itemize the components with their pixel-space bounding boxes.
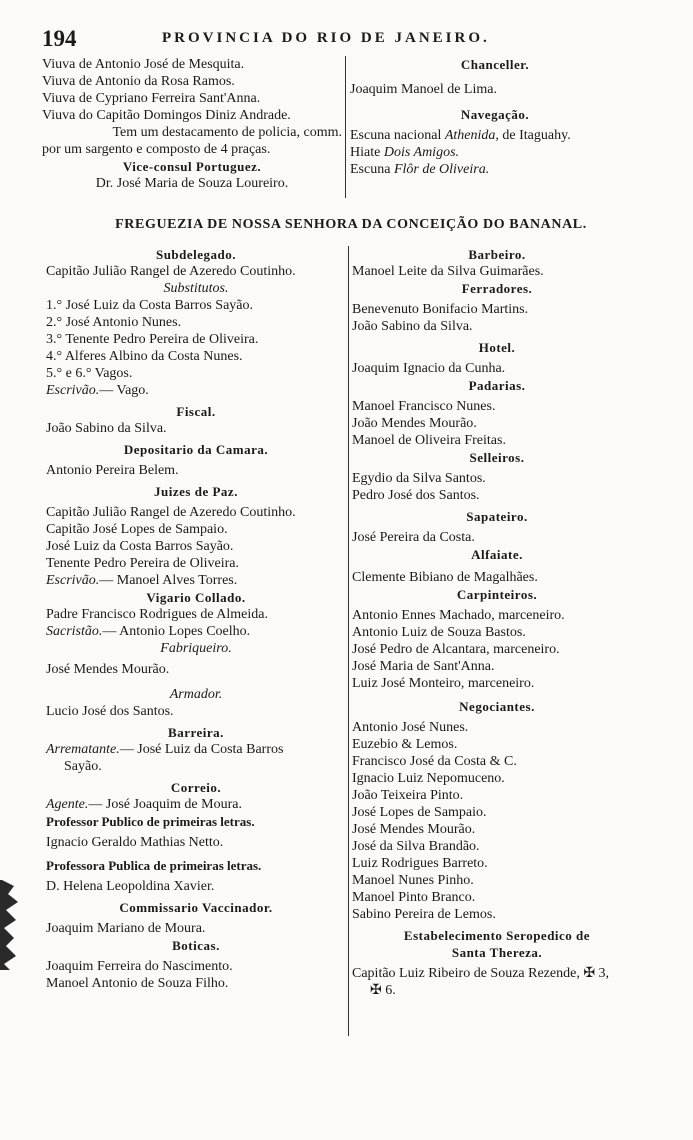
- list-item: Antonio Luiz de Souza Bastos.: [352, 625, 526, 640]
- arrematante-line: Arrematante.— José Luiz da Costa Barros: [46, 742, 284, 757]
- estabelecimento-owner: Capitão Luiz Ribeiro de Souza Rezende, ✠ 3,: [352, 966, 610, 981]
- juizes-escrivao-line: Escrivão.— Manoel Alves Torres.: [46, 573, 238, 588]
- list-item: José Luiz da Costa Barros Sayão.: [46, 539, 234, 554]
- hotel-name: Joaquim Ignacio da Cunha.: [352, 361, 506, 376]
- substitutos-heading: Substitutos.: [163, 281, 229, 296]
- list-item: Manoel Francisco Nunes.: [352, 399, 496, 414]
- vessel-escuna-nacional: Escuna nacional Athenida, de Itaguahy.: [350, 128, 571, 143]
- fiscal-name: João Sabino da Silva.: [46, 421, 167, 436]
- list-item: Tenente Pedro Pereira de Oliveira.: [46, 556, 239, 571]
- list-item: Sabino Pereira de Lemos.: [352, 907, 496, 922]
- running-title: PROVINCIA DO RIO DE JANEIRO.: [162, 30, 490, 46]
- subdelegado-name: Capitão Julião Rangel de Azeredo Coutinho.: [46, 264, 296, 279]
- sapateiro-heading: Sapateiro.: [466, 509, 528, 524]
- list-item: Egydio da Silva Santos.: [352, 471, 486, 486]
- hotel-heading: Hotel.: [478, 340, 516, 355]
- list-item: 3.° Tenente Pedro Pereira de Oliveira.: [46, 332, 259, 347]
- binding-edge-decoration: [0, 880, 26, 970]
- estabelecimento-heading-1: Estabelecimento Seropedico de: [403, 928, 591, 943]
- vigario-heading: Vigario Collado.: [146, 590, 246, 605]
- list-item: José da Silva Brandão.: [352, 839, 480, 854]
- professor-heading: Professor Publico de primeiras letras.: [46, 814, 255, 829]
- depositario-name: Antonio Pereira Belem.: [46, 463, 179, 478]
- boticas-heading: Boticas.: [172, 938, 220, 953]
- column-divider-top: [345, 56, 346, 198]
- list-item: José Mendes Mourão.: [352, 822, 476, 837]
- list-item: Pedro José dos Santos.: [352, 488, 480, 503]
- correio-heading: Correio.: [170, 780, 222, 795]
- negociantes-heading: Negociantes.: [459, 699, 535, 714]
- padarias-heading: Padarias.: [468, 378, 526, 393]
- professor-name: Ignacio Geraldo Mathias Netto.: [46, 835, 224, 850]
- list-item: Joaquim Ferreira do Nascimento.: [46, 959, 233, 974]
- list-item: Francisco José da Costa & C.: [352, 754, 517, 769]
- juizes-heading: Juizes de Paz.: [154, 484, 238, 499]
- sacristao-line: Sacristão.— Antonio Lopes Coelho.: [46, 624, 251, 639]
- page-number: 194: [42, 26, 77, 51]
- page-header: [42, 26, 642, 50]
- left-column: [46, 246, 346, 992]
- ferradores-heading: Ferradores.: [461, 281, 533, 296]
- estabelecimento-heading-2: Santa Thereza.: [451, 945, 543, 960]
- fiscal-heading: Fiscal.: [176, 404, 216, 419]
- barbeiro-heading: Barbeiro.: [468, 247, 526, 262]
- list-item: Capitão Julião Rangel de Azeredo Coutinho.: [46, 505, 296, 520]
- selleiros-heading: Selleiros.: [469, 450, 525, 465]
- list-item: Manoel Antonio de Souza Filho.: [46, 976, 229, 991]
- list-item: José Lopes de Sampaio.: [352, 805, 487, 820]
- sapateiro-name: José Pereira da Costa.: [352, 530, 475, 545]
- list-item: João Mendes Mourão.: [352, 416, 477, 431]
- chanceller-heading: Chanceller.: [460, 57, 530, 72]
- list-item: 2.° José Antonio Nunes.: [46, 315, 182, 330]
- list-item: Luiz Rodrigues Barreto.: [352, 856, 488, 871]
- alfaiate-heading: Alfaiate.: [471, 547, 523, 562]
- column-divider-main: [348, 246, 349, 1036]
- list-item: Manoel de Oliveira Freitas.: [352, 433, 506, 448]
- vessel-hiate: Hiate Dois Amigos.: [350, 145, 460, 160]
- subdelegado-heading: Subdelegado.: [155, 247, 237, 262]
- list-item: 5.° e 6.° Vagos.: [46, 366, 133, 381]
- vice-consul-heading: Vice-consul Portuguez.: [122, 159, 262, 174]
- escrivao-line: Escrivão.— Vago.: [46, 383, 149, 398]
- police-note-line-2: por um sargento e composto de 4 praças.: [42, 142, 271, 157]
- professora-heading: Professora Publica de primeiras letras.: [46, 858, 262, 873]
- list-item: Benevenuto Bonifacio Martins.: [352, 302, 529, 317]
- list-item: Antonio José Nunes.: [352, 720, 469, 735]
- list-item: Euzebio & Lemos.: [352, 737, 458, 752]
- list-item: Luiz José Monteiro, marceneiro.: [352, 676, 535, 691]
- section-title: FREGUEZIA DE NOSSA SENHORA DA CONCEIÇÃO DO BANANAL.: [115, 217, 587, 232]
- depositario-heading: Depositario da Camara.: [123, 442, 269, 457]
- list-item: Manoel Nunes Pinho.: [352, 873, 474, 888]
- vice-consul-name: Dr. José Maria de Souza Loureiro.: [95, 176, 289, 191]
- carpinteiros-heading: Carpinteiros.: [456, 587, 538, 602]
- list-item: João Sabino da Silva.: [352, 319, 473, 334]
- armador-name: Lucio José dos Santos.: [46, 704, 174, 719]
- estabelecimento-owner-continuation: ✠ 6.: [370, 983, 396, 998]
- list-item: João Teixeira Pinto.: [352, 788, 464, 803]
- list-item: Viuva do Capitão Domingos Diniz Andrade.: [42, 108, 291, 123]
- list-item: 4.° Alferes Albino da Costa Nunes.: [46, 349, 243, 364]
- armador-heading: Armador.: [169, 687, 223, 702]
- fabriqueiro-name: José Mendes Mourão.: [46, 662, 170, 677]
- top-left-column: [42, 56, 342, 192]
- arrematante-continuation: Sayão.: [64, 759, 102, 774]
- list-item: José Pedro de Alcantara, marceneiro.: [352, 642, 560, 657]
- list-item: Viuva de Antonio da Rosa Ramos.: [42, 74, 235, 89]
- chanceller-name: Joaquim Manoel de Lima.: [350, 82, 497, 97]
- list-item: Capitão José Lopes de Sampaio.: [46, 522, 228, 537]
- alfaiate-name: Clemente Bibiano de Magalhães.: [352, 570, 538, 585]
- top-right-column: [350, 56, 640, 178]
- navegacao-heading: Navegação.: [460, 107, 530, 122]
- list-item: Antonio Ennes Machado, marceneiro.: [352, 608, 565, 623]
- list-item: 1.° José Luiz da Costa Barros Sayão.: [46, 298, 254, 313]
- barbeiro-name: Manoel Leite da Silva Guimarães.: [352, 264, 544, 279]
- barreira-heading: Barreira.: [168, 725, 224, 740]
- vaccinador-heading: Commissario Vaccinador.: [119, 900, 273, 915]
- list-item: Viuva de Antonio José de Mesquita.: [42, 57, 245, 72]
- vigario-name: Padre Francisco Rodrigues de Almeida.: [46, 607, 269, 622]
- list-item: Manoel Pinto Branco.: [352, 890, 476, 905]
- list-item: Ignacio Luiz Nepomuceno.: [352, 771, 505, 786]
- professora-name: D. Helena Leopoldina Xavier.: [46, 879, 215, 894]
- vessel-escuna: Escuna Flôr de Oliveira.: [350, 162, 490, 177]
- fabriqueiro-heading: Fabriqueiro.: [160, 641, 232, 656]
- right-column: [352, 246, 642, 999]
- agente-line: Agente.— José Joaquim de Moura.: [46, 797, 242, 812]
- vaccinador-name: Joaquim Mariano de Moura.: [46, 921, 206, 936]
- police-note-line-1: Tem um destacamento de policia, comm.: [112, 125, 342, 140]
- list-item: Viuva de Cypriano Ferreira Sant'Anna.: [42, 91, 261, 106]
- list-item: José Maria de Sant'Anna.: [352, 659, 495, 674]
